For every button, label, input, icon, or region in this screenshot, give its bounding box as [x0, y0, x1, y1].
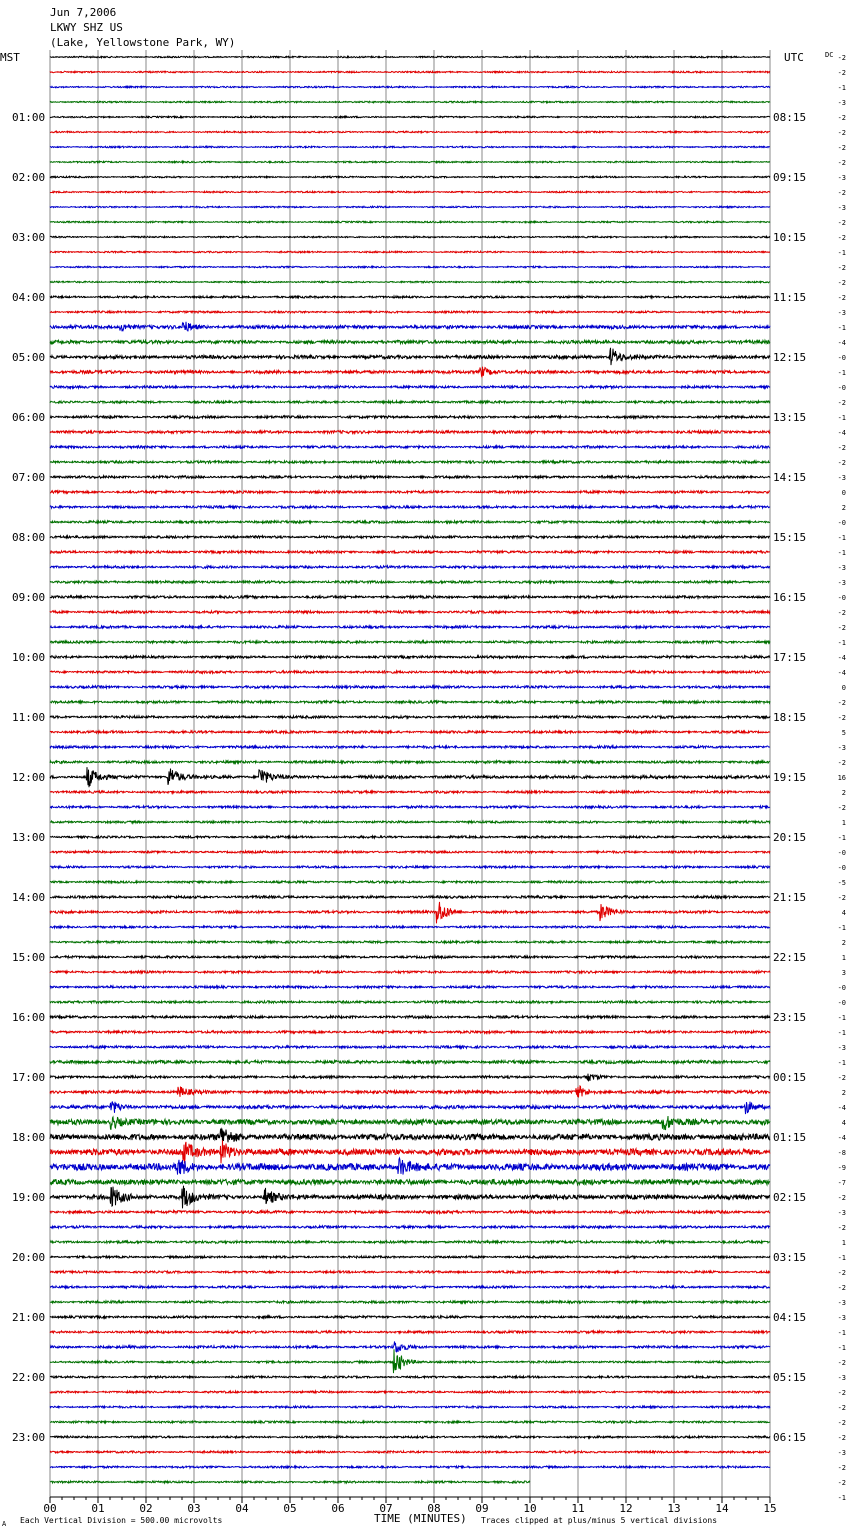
- right-hour-label: 21:15: [773, 891, 807, 904]
- dc-offset-value: -1: [837, 834, 846, 842]
- right-hour-label: 02:15: [773, 1191, 807, 1204]
- dc-offset-value: -1: [837, 1029, 846, 1037]
- dc-offset-value: -2: [837, 1389, 846, 1397]
- dc-offset-value: -5: [837, 879, 846, 887]
- dc-offset-value: -2: [837, 1479, 846, 1487]
- dc-offset-value: -2: [837, 444, 846, 452]
- seismic-trace: [50, 926, 770, 928]
- dc-offset-value: -0: [837, 984, 846, 992]
- seismic-trace: [50, 386, 770, 388]
- dc-offset-value: 16: [837, 774, 846, 782]
- right-hour-label: 20:15: [773, 831, 807, 844]
- dc-offset-value: -2: [837, 279, 846, 287]
- dc-offset-value: -2: [837, 1404, 846, 1412]
- right-hour-label: 10:15: [773, 231, 807, 244]
- seismic-trace: [50, 1286, 770, 1288]
- dc-offset-value: -1: [837, 924, 846, 932]
- dc-offset-value: -2: [837, 54, 846, 62]
- dc-offset-value: -2: [837, 1269, 846, 1277]
- seismic-trace: [50, 821, 770, 823]
- seismic-trace: [50, 491, 770, 493]
- dc-offset-value: -1: [837, 1059, 846, 1067]
- dc-offset-value: -4: [837, 339, 846, 347]
- dc-offset-value: 4: [841, 1119, 846, 1127]
- seismic-trace: [50, 686, 770, 688]
- left-hour-label: 11:00: [12, 711, 46, 724]
- left-hour-label: 14:00: [12, 891, 46, 904]
- dc-offset-value: -1: [837, 1344, 846, 1352]
- seismic-trace: [50, 191, 770, 193]
- scale-note: Each Vertical Division = 500.00 microvolts: [20, 1516, 223, 1525]
- dc-offset-value: -0: [837, 864, 846, 872]
- left-hour-label: 05:00: [12, 351, 46, 364]
- dc-offset-value: -2: [837, 189, 846, 197]
- seismic-trace: [50, 1301, 770, 1303]
- x-tick-label: 07: [379, 1502, 393, 1515]
- seismic-trace: [50, 1179, 770, 1185]
- dc-offset-value: -1: [837, 414, 846, 422]
- dc-offset-value: -3: [837, 579, 846, 587]
- dc-offset-value: -4: [837, 1104, 846, 1112]
- dc-offset-value: -3: [837, 1044, 846, 1052]
- seismic-trace: [50, 296, 770, 298]
- dc-offset-value: -3: [837, 309, 846, 317]
- seismic-trace: [50, 322, 770, 332]
- seismic-trace: [50, 986, 770, 988]
- seismic-trace: [50, 611, 770, 613]
- dc-offset-value: -1: [837, 84, 846, 92]
- seismic-trace: [50, 1211, 770, 1214]
- x-tick-label: 04: [235, 1502, 249, 1515]
- seismic-trace: [50, 506, 770, 508]
- dc-offset-value: -3: [837, 564, 846, 572]
- seismic-trace: [50, 116, 770, 118]
- dc-offset-value: -2: [837, 1359, 846, 1367]
- dc-offset-value: -3: [837, 174, 846, 182]
- seismic-trace: [50, 1256, 770, 1258]
- seismic-trace: [50, 1331, 770, 1333]
- dc-offset-value: 1: [841, 819, 846, 827]
- seismic-trace: [50, 902, 770, 923]
- dc-offset-value: -2: [837, 219, 846, 227]
- seismic-trace: [50, 761, 770, 763]
- seismic-trace: [50, 1001, 770, 1003]
- left-hour-label: 01:00: [12, 111, 46, 124]
- right-hour-label: 13:15: [773, 411, 807, 424]
- seismic-trace: [50, 146, 770, 148]
- dc-offset-value: -3: [837, 204, 846, 212]
- right-hour-label: 09:15: [773, 171, 807, 184]
- seismic-trace: [50, 521, 770, 523]
- dc-offset-value: -2: [837, 1464, 846, 1472]
- left-hour-label: 22:00: [12, 1371, 46, 1384]
- station-label: LKWY SHZ US: [50, 21, 123, 34]
- left-hour-label: 12:00: [12, 771, 46, 784]
- dc-offset-value: 0: [841, 489, 846, 497]
- left-hour-label: 06:00: [12, 411, 46, 424]
- dc-offset-value: -0: [837, 384, 846, 392]
- dc-offset-value: 3: [841, 969, 846, 977]
- dc-offset-value: -3: [837, 1209, 846, 1217]
- left-timezone-label: MST: [0, 51, 20, 64]
- seismic-trace: [50, 1391, 770, 1393]
- seismic-trace: [50, 311, 770, 313]
- dc-offset-value: -4: [837, 1134, 846, 1142]
- seismic-trace: [50, 176, 770, 178]
- seismic-trace: [50, 1316, 770, 1318]
- right-hour-label: 06:15: [773, 1431, 807, 1444]
- seismic-trace: [50, 1436, 770, 1438]
- seismic-trace: [50, 956, 770, 958]
- dc-offset-value: 5: [841, 729, 846, 737]
- seismic-trace: [50, 131, 770, 133]
- dc-offset-value: -2: [837, 714, 846, 722]
- seismic-trace: [50, 236, 770, 238]
- x-tick-label: 00: [43, 1502, 57, 1515]
- footer-mark: A: [2, 1520, 7, 1528]
- dc-offset-value: -2: [837, 1194, 846, 1202]
- dc-offset-value: -3: [837, 99, 846, 107]
- seismic-trace: [50, 348, 770, 365]
- dc-offset-value: -0: [837, 519, 846, 527]
- right-hour-label: 15:15: [773, 531, 807, 544]
- dc-offset-value: -2: [837, 1419, 846, 1427]
- dc-offset-value: -2: [837, 159, 846, 167]
- seismic-trace: [50, 1241, 770, 1243]
- right-hour-label: 08:15: [773, 111, 807, 124]
- x-tick-label: 08: [427, 1502, 441, 1515]
- seismic-trace: [50, 416, 770, 418]
- seismic-trace: [50, 1451, 770, 1453]
- seismic-trace: [50, 56, 770, 58]
- dc-offset-value: -2: [837, 1284, 846, 1292]
- right-hour-label: 03:15: [773, 1251, 807, 1264]
- dc-offset-value: -2: [837, 609, 846, 617]
- seismic-trace: [50, 206, 770, 208]
- dc-offset-value: -9: [837, 1164, 846, 1172]
- dc-label: DC: [825, 51, 834, 59]
- seismic-trace: [50, 791, 770, 793]
- seismic-trace: [50, 340, 770, 343]
- right-hour-label: 00:15: [773, 1071, 807, 1084]
- x-tick-label: 11: [571, 1502, 585, 1515]
- seismic-trace: [50, 461, 770, 463]
- dc-offset-value: -2: [837, 399, 846, 407]
- right-hour-label: 18:15: [773, 711, 807, 724]
- seismic-trace: [50, 551, 770, 553]
- right-hour-labels: [773, 111, 806, 1444]
- dc-offset-value: -1: [837, 324, 846, 332]
- date-label: Jun 7,2006: [50, 6, 117, 19]
- dc-offset-value: -2: [837, 894, 846, 902]
- seismic-trace: [50, 1158, 770, 1175]
- seismic-trace: [50, 1406, 770, 1408]
- right-hour-label: 19:15: [773, 771, 807, 784]
- right-hour-label: 23:15: [773, 1011, 807, 1024]
- right-hour-label: 16:15: [773, 591, 807, 604]
- right-hour-label: 22:15: [773, 951, 807, 964]
- dc-offset-value: -2: [837, 804, 846, 812]
- seismic-trace: [50, 941, 770, 943]
- seismic-trace: [50, 1061, 770, 1064]
- seismic-trace: [50, 566, 770, 568]
- left-hour-labels: [12, 111, 45, 1444]
- dc-offset-value: 2: [841, 789, 846, 797]
- seismic-trace: [50, 1186, 770, 1209]
- seismic-trace: [50, 731, 770, 733]
- seismic-trace: [50, 1129, 770, 1143]
- seismic-trace: [50, 896, 770, 898]
- seismic-trace: [50, 101, 770, 103]
- right-hour-label: 04:15: [773, 1311, 807, 1324]
- dc-offset-value: 2: [841, 504, 846, 512]
- dc-offset-value: -2: [837, 294, 846, 302]
- dc-offset-value: -1: [837, 1254, 846, 1262]
- seismic-trace: [50, 1342, 770, 1353]
- seismic-trace: [50, 806, 770, 808]
- dc-offset-value: -1: [837, 1329, 846, 1337]
- dc-offset-value: -1: [837, 249, 846, 257]
- x-tick-label: 02: [139, 1502, 153, 1515]
- seismic-trace: [50, 401, 770, 403]
- seismic-trace: [50, 971, 770, 973]
- seismic-trace: [50, 701, 770, 703]
- dc-offset-value: -2: [837, 234, 846, 242]
- seismic-trace: [50, 851, 770, 853]
- dc-offset-value: -2: [837, 699, 846, 707]
- dc-offset-value: -3: [837, 474, 846, 482]
- dc-offset-value: -4: [837, 654, 846, 662]
- dc-offset-value: -2: [837, 1434, 846, 1442]
- dc-offset-value: -3: [837, 1374, 846, 1382]
- dc-offset-value: 1: [841, 954, 846, 962]
- x-tick-label: 03: [187, 1502, 201, 1515]
- seismic-trace: [50, 367, 770, 378]
- seismic-trace: [50, 1116, 770, 1130]
- dc-offset-value: -2: [837, 759, 846, 767]
- seismic-trace: [50, 866, 770, 868]
- left-hour-label: 15:00: [12, 951, 46, 964]
- dc-offset-value: -2: [837, 129, 846, 137]
- seismic-trace: [50, 1102, 770, 1114]
- left-hour-label: 13:00: [12, 831, 46, 844]
- dc-offset-value: -0: [837, 999, 846, 1007]
- seismic-trace: [50, 656, 770, 658]
- seismic-trace: [50, 476, 770, 478]
- right-hour-label: 01:15: [773, 1131, 807, 1144]
- dc-offset-value: 2: [841, 1089, 846, 1097]
- x-tick-label: 15: [763, 1502, 777, 1515]
- dc-offset-value: -2: [837, 459, 846, 467]
- dc-offset-value: -3: [837, 1314, 846, 1322]
- dc-offset-value: -1: [837, 1494, 846, 1502]
- dc-offset-value: -1: [837, 549, 846, 557]
- x-axis-title: TIME (MINUTES): [374, 1512, 467, 1525]
- dc-offset-value: -8: [837, 1149, 846, 1157]
- seismic-trace: [50, 86, 770, 88]
- left-hour-label: 19:00: [12, 1191, 46, 1204]
- left-hour-label: 04:00: [12, 291, 46, 304]
- seismic-trace: [50, 626, 770, 628]
- seismic-trace: [50, 446, 770, 448]
- right-timezone-label: UTC: [784, 51, 804, 64]
- seismic-trace: [50, 596, 770, 598]
- seismic-trace: [50, 221, 770, 223]
- left-hour-label: 20:00: [12, 1251, 46, 1264]
- seismic-trace: [50, 161, 770, 163]
- seismic-trace: [50, 1421, 770, 1423]
- dc-offset-value: -2: [837, 624, 846, 632]
- dc-offset-value: -3: [837, 744, 846, 752]
- dc-offset-value: -4: [837, 429, 846, 437]
- left-hour-label: 09:00: [12, 591, 46, 604]
- left-hour-label: 03:00: [12, 231, 46, 244]
- dc-offset-value: -3: [837, 1449, 846, 1457]
- dc-offset-value: -2: [837, 1224, 846, 1232]
- dc-offset-value: -2: [837, 264, 846, 272]
- seismic-trace: [50, 767, 770, 787]
- left-hour-label: 07:00: [12, 471, 46, 484]
- seismic-trace: [50, 836, 770, 838]
- seismic-trace: [50, 1031, 770, 1033]
- seismic-trace: [50, 881, 770, 883]
- seismic-trace: [50, 716, 770, 718]
- seismic-trace: [50, 71, 770, 73]
- left-hour-label: 10:00: [12, 651, 46, 664]
- left-hour-label: 17:00: [12, 1071, 46, 1084]
- x-tick-label: 09: [475, 1502, 489, 1515]
- dc-offset-value: -1: [837, 534, 846, 542]
- x-tick-label: 01: [91, 1502, 105, 1515]
- right-hour-label: 17:15: [773, 651, 807, 664]
- left-hour-label: 23:00: [12, 1431, 46, 1444]
- x-tick-label: 06: [331, 1502, 345, 1515]
- left-hour-label: 21:00: [12, 1311, 46, 1324]
- clip-note: Traces clipped at plus/minus 5 vertical divisions: [481, 1516, 718, 1525]
- seismic-trace: [50, 1016, 770, 1018]
- seismic-trace: [50, 281, 770, 283]
- left-hour-label: 02:00: [12, 171, 46, 184]
- x-tick-label: 12: [619, 1502, 633, 1515]
- seismic-trace: [50, 431, 770, 434]
- seismic-trace: [50, 536, 770, 538]
- dc-offset-value: -3: [837, 1299, 846, 1307]
- seismic-trace: [50, 746, 770, 748]
- dc-offset-value: 1: [841, 1239, 846, 1247]
- seismic-trace: [50, 1271, 770, 1273]
- dc-offset-value: -0: [837, 354, 846, 362]
- seismic-trace: [50, 671, 770, 673]
- left-hour-label: 08:00: [12, 531, 46, 544]
- dc-offset-value: -4: [837, 669, 846, 677]
- dc-offset-value: -1: [837, 639, 846, 647]
- seismic-trace: [50, 1349, 770, 1373]
- trace-group: [50, 56, 770, 1483]
- seismic-trace: [50, 1140, 770, 1163]
- left-hour-label: 18:00: [12, 1131, 46, 1144]
- seismic-trace: [50, 1074, 770, 1082]
- right-hour-label: 11:15: [773, 291, 807, 304]
- dc-offset-value: -2: [837, 114, 846, 122]
- dc-offset-value: 2: [841, 939, 846, 947]
- dc-offset-value: -1: [837, 1014, 846, 1022]
- x-tick-label: 05: [283, 1502, 297, 1515]
- seismic-trace: [50, 266, 770, 268]
- dc-offset-value: -0: [837, 594, 846, 602]
- dc-offset-value: -2: [837, 69, 846, 77]
- dc-offset-value: 4: [841, 909, 846, 917]
- seismic-trace: [50, 641, 770, 643]
- right-hour-label: 12:15: [773, 351, 807, 364]
- seismic-trace: [50, 581, 770, 583]
- seismic-trace: [50, 251, 770, 253]
- dc-offset-value: -1: [837, 369, 846, 377]
- dc-offset-value: -2: [837, 1074, 846, 1082]
- seismic-trace: [50, 1376, 770, 1378]
- seismic-trace: [50, 1226, 770, 1228]
- dc-offset-value: -2: [837, 144, 846, 152]
- seismic-trace: [50, 1466, 770, 1468]
- seismic-trace: [50, 1086, 770, 1098]
- right-hour-label: 05:15: [773, 1371, 807, 1384]
- x-tick-label: 14: [715, 1502, 729, 1515]
- seismic-trace: [50, 1046, 770, 1048]
- location-label: (Lake, Yellowstone Park, WY): [50, 36, 236, 49]
- dc-offset-value: -7: [837, 1179, 846, 1187]
- dc-offset-value: 0: [841, 684, 846, 692]
- x-tick-label: 13: [667, 1502, 681, 1515]
- dc-offset-column: [838, 54, 846, 1502]
- x-tick-label: 10: [523, 1502, 537, 1515]
- dc-offset-value: -0: [837, 849, 846, 857]
- right-hour-label: 14:15: [773, 471, 807, 484]
- left-hour-label: 16:00: [12, 1011, 46, 1024]
